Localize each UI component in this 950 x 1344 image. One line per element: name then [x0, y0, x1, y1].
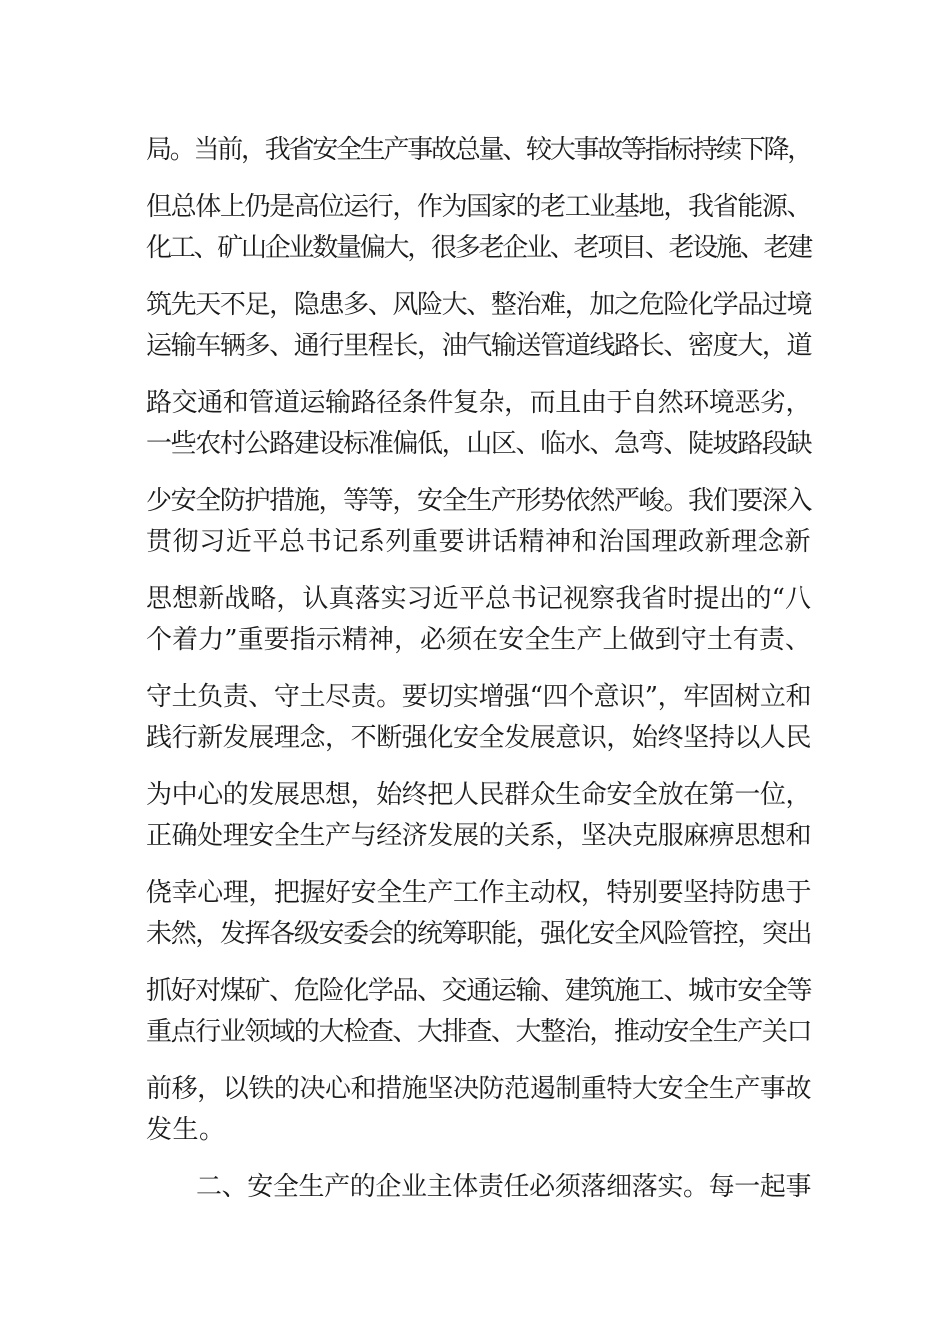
text-line-13: 践行新发展理念，不断强化安全发展意识，始终坚持以人民	[146, 723, 811, 753]
text-line-14: 为中心的发展思想，始终把人民群众生命安全放在第一位，	[146, 780, 811, 810]
text-line-4: 筑先天不足，隐患多、风险大、整治难，加之危险化学品过境	[146, 290, 811, 320]
text-line-16: 侥幸心理，把握好安全生产工作主动权，特别要坚持防患于	[146, 878, 811, 908]
text-line-15: 正确处理安全生产与经济发展的关系，坚决克服麻痹思想和	[146, 821, 811, 851]
text-line-21: 发生。	[146, 1115, 226, 1145]
text-line-17: 未然，发挥各级安委会的统筹职能，强化安全风险管控，突出	[146, 919, 811, 949]
text-line-8: 少安全防护措施，等等，安全生产形势依然严峻。我们要深入	[146, 486, 811, 516]
text-line-19: 重点行业领域的大检查、大排查、大整治，推动安全生产关口	[146, 1017, 811, 1047]
text-line-20: 前移，以铁的决心和措施坚决防范遏制重特大安全生产事故	[146, 1074, 811, 1104]
text-line-5: 运输车辆多、通行里程长，油气输送管道线路长、密度大，道	[146, 331, 811, 361]
text-line-7: 一些农村公路建设标准偏低，山区、临水、急弯、陡坡路段缺	[146, 429, 811, 459]
text-line-6: 路交通和管道运输路径条件复杂，而且由于自然环境恶劣，	[146, 388, 811, 418]
text-line-3: 化工、矿山企业数量偏大，很多老企业、老项目、老设施、老建	[146, 233, 812, 263]
text-line-10: 思想新战略，认真落实习近平总书记视察我省时提出的“八	[146, 584, 811, 614]
text-line-11: 个着力”重要指示精神，必须在安全生产上做到守土有责、	[146, 625, 811, 655]
text-line-12: 守土负责、守土尽责。要切实增强“四个意识”，牢固树立和	[146, 682, 811, 712]
text-line-2: 但总体上仍是高位运行，作为国家的老工业基地，我省能源、	[146, 192, 811, 222]
text-line-18: 抓好对煤矿、危险化学品、交通运输、建筑施工、城市安全等	[146, 976, 811, 1006]
text-line-1: 局。当前，我省安全生产事故总量、较大事故等指标持续下降，	[146, 135, 812, 165]
text-line-22: 二、安全生产的企业主体责任必须落细落实。每一起事	[196, 1172, 811, 1202]
text-line-9: 贯彻习近平总书记系列重要讲话精神和治国理政新理念新	[146, 527, 811, 557]
